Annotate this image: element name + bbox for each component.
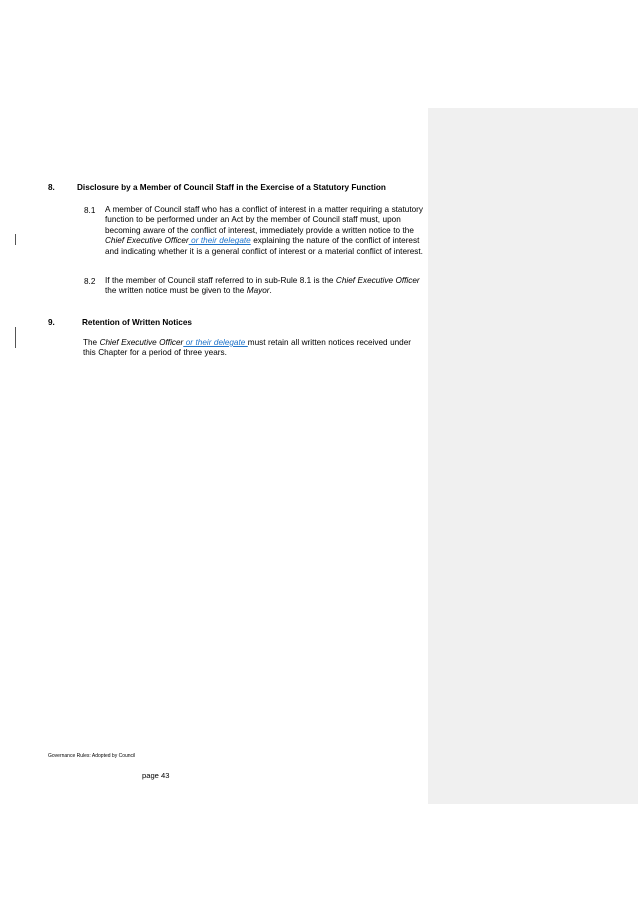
text-segment: . <box>269 286 272 296</box>
ceo-term: Chief <box>335 276 356 285</box>
paragraph-8-2 <box>105 276 423 297</box>
ceo-term: Chief Executive Officer <box>105 236 189 246</box>
ceo-term: Executive Officer <box>357 276 420 285</box>
section-title: Disclosure by a Member of Council Staff in the Exercise of a Statutory Function <box>77 183 386 192</box>
text-segment: explaining the nature of the conflict of interest and indicating whether it is a general conflict of interest or a material conflict of interest. <box>105 236 423 256</box>
text-segment: must retain all written notices received under this Chapter for a period of three years. <box>83 338 412 358</box>
section-title: Retention of Written Notices <box>82 318 192 327</box>
ceo-term: Chief Executive Officer <box>99 338 184 347</box>
section-number: 8. <box>48 183 55 192</box>
section-number: 9. <box>48 318 55 327</box>
tracked-insertion: or their delegate <box>183 338 248 347</box>
page-number: page 43 <box>142 771 170 780</box>
tracked-insertion: or their delegate <box>188 236 251 246</box>
paragraph-number: 8.1 <box>84 206 96 215</box>
text-segment: If the member of Council staff referred to in sub-Rule 8.1 is the <box>105 276 336 285</box>
change-bar <box>15 327 16 348</box>
change-bar <box>15 234 16 245</box>
mayor-term: Mayor <box>246 286 270 296</box>
comment-pane <box>428 108 638 804</box>
paragraph-number: 8.2 <box>84 277 96 286</box>
footer-note: Governance Rules: Adopted by Council <box>48 753 136 759</box>
paragraph-8-1 <box>105 205 423 257</box>
text-segment: A member of Council staff who has a conflict of interest in a matter requiring a statutory function to be performed under an Act by the member of Council staff must, upon becoming aware of the conflict of interest, immediately provide a written notice to the <box>105 205 423 235</box>
text-segment: the written notice must be given to the <box>105 286 247 296</box>
text-segment: The <box>83 338 100 347</box>
paragraph-9 <box>83 338 423 359</box>
